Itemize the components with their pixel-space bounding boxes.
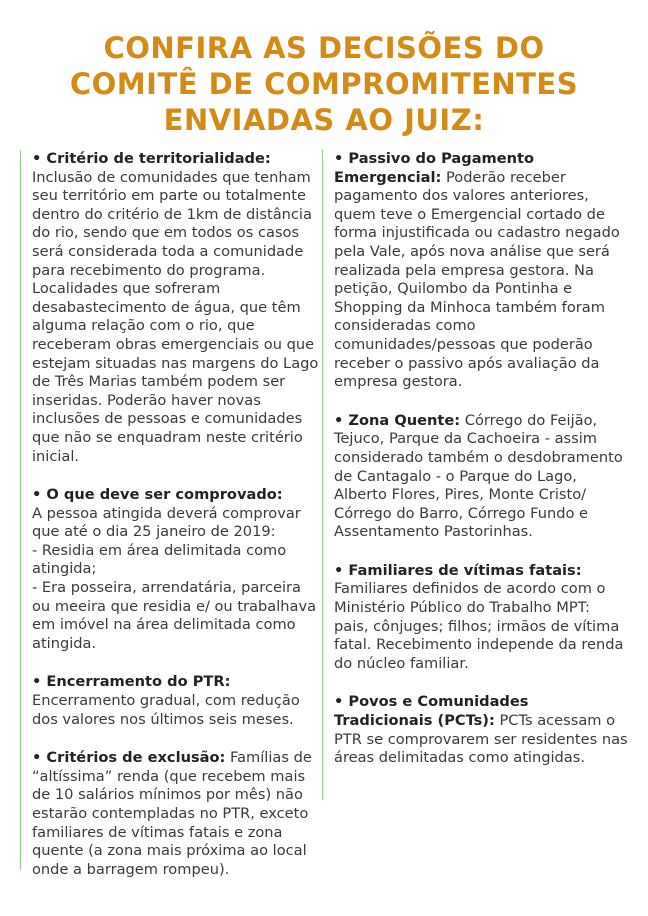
section-familiares [334, 562, 629, 674]
section-heading: • Familiares de vítimas fatais: [334, 561, 582, 579]
list-item: - Era posseira, arrendatária, parceira ou meeira que residia e/ ou trabalhava em imóvel na área delimitada como atingida. [32, 579, 317, 652]
page-title [40, 30, 608, 138]
section-heading: • Povos e Comunidades Tradicionais (PCTs): [334, 693, 529, 730]
section-body: A pessoa atingida deverá comprovar que até o dia 25 janeiro de 2019: [32, 504, 301, 541]
section-body: Familiares definidos de acordo com o Ministério Público do Trabalho MPT: pais, cônjuges; filhos; irmãos de vítima fatal. Recebimento independe da renda do núcleo familiar. [334, 580, 624, 672]
title-line-2: COMITÊ DE COMPROMITENTES [69, 67, 579, 101]
left-column [20, 150, 322, 878]
section-body: Inclusão de comunidades que tenham seu território em parte ou totalmente dentro do critério de 1km de distância do rio, sendo que em todos os casos será considerada toda a comunidade para recebimento do programa. Localidades que sofreram desabastecimento de água, que têm alguma relação com o rio, que receberam obras emergenciais ou que estejam situadas nas margens do Lago de Três Marias também podem ser inseridas. Poderão haver novas inclusões de pessoas e comunidades que não se enquadram neste critério inicial. [32, 168, 319, 465]
list-item: - Residia em área delimitada como atingida; [32, 541, 287, 578]
title-line-3: ENVIADAS AO JUIZ: [163, 103, 485, 137]
title-line-1: CONFIRA AS DECISÕES DO [103, 31, 545, 65]
section-heading: • Encerramento do PTR: [32, 673, 231, 691]
section-body: Encerramento gradual, com redução dos valores nos últimos seis meses. [32, 692, 300, 728]
section-body: PCTs acessam o PTR se comprovarem ser residentes nas áreas delimitadas como atingidas. [334, 712, 628, 767]
section-heading: • Critérios de exclusão: [32, 749, 226, 767]
section-pcts [334, 693, 629, 767]
section-comprovado [32, 486, 322, 653]
section-heading: • O que deve ser comprovado: [32, 486, 283, 504]
section-encerramento [32, 673, 322, 729]
section-heading: • Passivo do Pagamento Emergencial: [334, 150, 535, 186]
right-column [322, 150, 629, 800]
section-body: Poderão receber pagamento dos valores anteriores, quem teve o Emergencial cortado de forma injustificada ou cadastro negado pela Vale, após nova análise que será realizada pela empresa gestora. Na petição, Quilombo da Pontinha e Shopping da Minhoca também foram consideradas como comunidades/pessoas que poderão receber o passivo após avaliação da empresa gestora. [334, 168, 620, 391]
section-heading: • Critério de territorialidade: [32, 150, 271, 167]
section-body: Famílias de “altíssima” renda (que recebem mais de 10 salários mínimos por mês) não estarão contempladas no PTR, exceto familiares de vítimas fatais e zona quente (a zona mais próxima ao local onde a barragem rompeu). [32, 749, 312, 878]
section-exclusao [32, 749, 322, 879]
section-territorialidade [32, 150, 322, 466]
section-body: Córrego do Feijão, Tejuco, Parque da Cachoeira - assim considerado também o desdobramento de Cantagalo - o Parque do Lago, Alberto Flores, Pires, Monte Cristo/ Córrego do Barro, Córrego Fundo e Assentamento Pastorinhas. [334, 411, 623, 541]
section-heading: • Zona Quente: [334, 411, 461, 429]
section-passivo [334, 150, 629, 392]
section-zona-quente [334, 412, 629, 542]
